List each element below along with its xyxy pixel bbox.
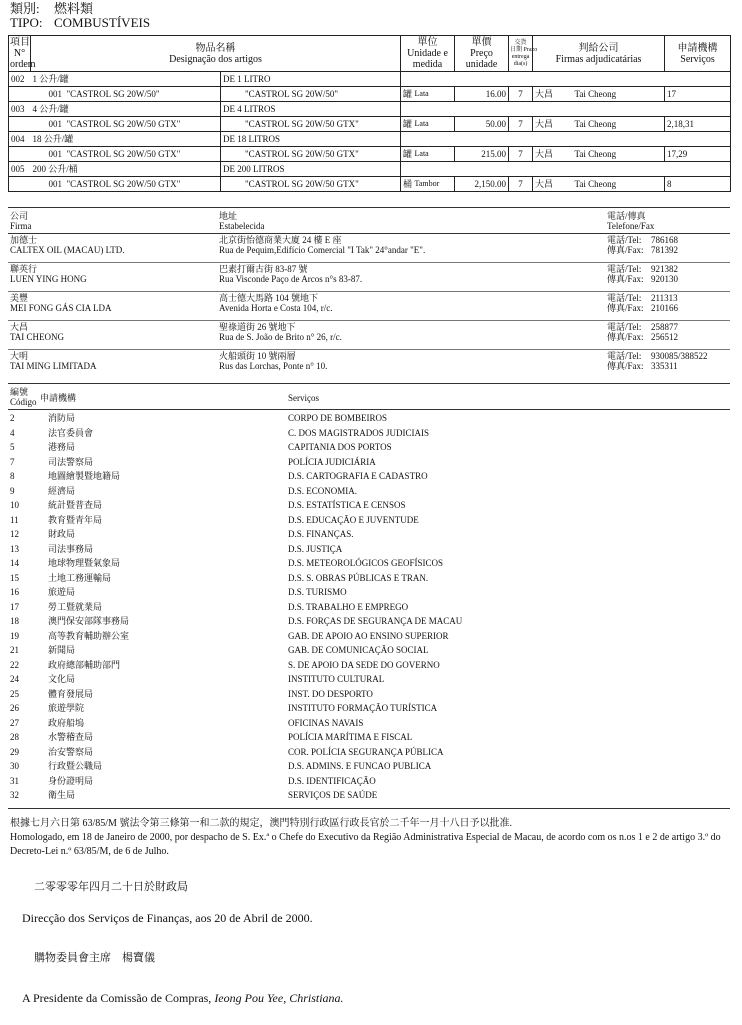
service-cn: 地圖繪製暨地籍局	[48, 471, 121, 481]
firm-cn: 大昌	[533, 87, 573, 102]
services-codes: 17	[665, 87, 731, 102]
services-pt-header: Serviços	[288, 393, 319, 403]
service-cn: 土地工務運輸局	[48, 572, 112, 583]
service-pt: CAPITANIA DOS PORTOS	[288, 442, 392, 452]
service-pt: D.S. CARTOGRAFIA E CADASTRO	[288, 471, 428, 481]
company-name-pt: TAI CHEONG	[10, 332, 65, 342]
company-name-cn: 大明	[10, 351, 29, 361]
group-pt: DE 4 LITROS	[221, 102, 401, 117]
service-cn: 政府船塢	[48, 717, 85, 728]
company-name-cn: 加德士	[10, 235, 38, 245]
firm-cn: 大昌	[533, 177, 573, 192]
product-item-row	[9, 117, 731, 132]
item-pt: "CASTROL SG 20W/50 GTX"	[221, 147, 401, 162]
service-cn: 統計暨普查局	[48, 500, 103, 510]
company-tel: 786168	[651, 235, 678, 245]
signature-pt: A Presidente da Comissão de Compras, Ieong Pou Yee, Christiana.	[22, 991, 344, 1005]
service-cn: 水警稽查局	[48, 732, 94, 742]
service-cn: 高等教育輔助辦公室	[48, 630, 130, 641]
item-cn: 001 "CASTROL SG 20W/50"	[31, 87, 221, 102]
services-header-rule	[8, 409, 730, 410]
service-cn: 衛生局	[48, 790, 76, 800]
service-code: 10	[10, 500, 19, 510]
homologation-cn: 根據七月六日第 63/85/M 號法令第三條第一和二款的規定，澳門特別行政區行政長官於二千年一月十八日予以批准.	[10, 818, 512, 829]
unit-cn: 罐	[401, 87, 413, 102]
item-cn: 001 "CASTROL SG 20W/50 GTX"	[31, 147, 221, 162]
company-row: 加德士 CALTEX OIL (MACAU) LTD. 北京街怡德商業大廈 24 樓 E 座 Rua de Pequim,Edifício Comercial "I Tak" 24°andar "E". 電話/Tel: 786168 傳真/Fax: 781392	[10, 235, 678, 255]
group-no: 002	[9, 72, 31, 87]
company-row: 大昌 TAI CHEONG 聖祿道街 26 號地下 Rua de S. João de Brito n° 26, r/c. 電話/Tel: 258877 傳真/Fax: 256512	[10, 322, 678, 342]
service-cn: 勞工暨就業局	[48, 601, 103, 612]
unit-price: 16.00	[455, 87, 509, 102]
service-code: 24	[10, 674, 19, 684]
service-code: 18	[10, 616, 19, 626]
group-no: 004	[9, 132, 31, 147]
service-cn: 文化局	[48, 674, 76, 684]
service-code: 12	[10, 529, 19, 539]
group-pt: DE 1 LITRO	[221, 72, 401, 87]
service-cn: 澳門保安部隊事務局	[48, 616, 130, 626]
service-pt: OFICINAS NAVAIS	[288, 717, 364, 728]
service-code: 2	[10, 413, 15, 423]
service-code: 29	[10, 746, 19, 757]
service-code: 27	[10, 717, 19, 728]
service-cn: 司法事務局	[48, 543, 94, 554]
service-code: 14	[10, 558, 19, 568]
product-item-row	[9, 147, 731, 162]
date-pt: Direcção dos Serviços de Finanças, aos 20 de Abril de 2000.	[22, 911, 313, 925]
company-addr-cn: 北京街怡德商業大廈 24 樓 E 座	[219, 235, 342, 245]
date-cn: 二零零零年四月二十日於財政局	[34, 881, 188, 893]
service-pt: POLÍCIA JUDICIÁRIA	[288, 456, 376, 467]
group-pt: DE 18 LITROS	[221, 132, 401, 147]
company-addr-pt: Rus das Lorchas, Ponte n° 10.	[219, 361, 328, 371]
firm-pt: Tai Cheong	[573, 177, 665, 192]
product-group-row	[9, 72, 731, 87]
service-code: 16	[10, 587, 19, 597]
delivery-days: 7	[509, 117, 533, 132]
company-tel: 258877	[651, 322, 678, 332]
service-cn: 新聞局	[48, 645, 76, 655]
col-unidade: 單位 Unidade e medida	[401, 36, 455, 72]
company-fax: 210166	[651, 303, 678, 313]
company-tel: 211313	[651, 293, 678, 303]
service-code: 17	[10, 601, 19, 612]
company-name-cn: 大昌	[10, 322, 29, 332]
service-pt: COR. POLÍCIA SEGURANÇA PÚBLICA	[288, 746, 444, 757]
service-pt: POLÍCIA MARÍTIMA E FISCAL	[288, 732, 413, 742]
item-pt: "CASTROL SG 20W/50 GTX"	[221, 177, 401, 192]
service-code: 21	[10, 645, 19, 655]
company-addr-cn: 火船頭街 10 號兩層	[219, 351, 296, 361]
item-cn: 001 "CASTROL SG 20W/50 GTX"	[31, 117, 221, 132]
group-cn: 4 公升/罐	[31, 102, 221, 117]
firm-pt: Tai Cheong	[573, 87, 665, 102]
service-pt: D.S. METEOROLÓGICOS GEOFÍSICOS	[288, 558, 444, 568]
service-cn: 旅遊局	[48, 587, 76, 597]
product-item-row	[9, 87, 731, 102]
service-pt: GAB. DE APOIO AO ENSINO SUPERIOR	[288, 630, 449, 641]
company-fax: 256512	[651, 332, 678, 342]
firm-pt: Tai Cheong	[573, 147, 665, 162]
services-top-rule	[8, 383, 730, 384]
type-label: TIPO:	[10, 15, 43, 30]
company-name-pt: LUEN YING HONG	[10, 274, 87, 284]
firm-cn: 大昌	[533, 117, 573, 132]
service-cn: 行政暨公職局	[48, 761, 103, 771]
company-row: 大明 TAI MING LIMITADA 火船頭街 10 號兩層 Rus das Lorchas, Ponte n° 10. 電話/Tel: 930085/388522 傳真/Fax: 335311	[10, 351, 708, 371]
company-divider	[8, 349, 730, 350]
service-cn: 教育暨青年局	[48, 514, 103, 525]
service-pt: D.S. TURISMO	[288, 587, 347, 597]
company-addr-pt: Rua de S. João de Brito n° 26, r/c.	[219, 332, 342, 342]
service-code: 30	[10, 761, 19, 771]
unit-price: 50.00	[455, 117, 509, 132]
service-pt: CORPO DE BOMBEIROS	[288, 413, 388, 423]
company-tel: 921382	[651, 264, 678, 274]
service-code: 31	[10, 775, 19, 786]
services-codes: 2,18,31	[665, 117, 731, 132]
company-addr-cn: 聖祿道街 26 號地下	[219, 322, 296, 332]
service-cn: 司法警察局	[48, 456, 94, 467]
service-code: 4	[10, 427, 15, 438]
companies-header-rule	[8, 233, 730, 234]
company-addr-pt: Rua Visconde Paço de Arcos n°s 83-87.	[219, 274, 363, 284]
service-pt: D.S. ESTATÍSTICA E CENSOS	[288, 500, 406, 510]
group-pt: DE 200 LITROS	[221, 162, 401, 177]
col-artigo: 物品名稱 Designação dos artigos	[31, 36, 401, 72]
product-group-row	[9, 162, 731, 177]
signature-cn: 購物委員會主席 楊寶儀	[34, 952, 155, 964]
company-name-cn: 美豐	[10, 293, 29, 303]
service-pt: D.S. JUSTIÇA	[288, 543, 343, 554]
company-fax: 920130	[651, 274, 678, 284]
service-code: 19	[10, 630, 19, 641]
product-group-row	[9, 132, 731, 147]
service-code: 13	[10, 543, 19, 554]
service-cn: 政府總部輔助部門	[48, 659, 121, 670]
company-divider	[8, 291, 730, 292]
company-row: 聯英行 LUEN YING HONG 巴素打爾古街 83-87 號 Rua Visconde Paço de Arcos n°s 83-87. 電話/Tel: 921382 傳真/Fax: 920130	[10, 264, 678, 284]
company-divider	[8, 320, 730, 321]
service-pt: INSTITUTO CULTURAL	[288, 674, 385, 684]
col-servicos: 申請機構 Serviços	[665, 36, 731, 72]
company-name-pt: TAI MING LIMITADA	[10, 361, 97, 371]
service-code: 8	[10, 471, 15, 481]
product-item-row	[9, 177, 731, 192]
category-value: 燃料類	[54, 1, 94, 16]
service-code: 11	[10, 514, 19, 525]
group-no: 005	[9, 162, 31, 177]
firm-cn: 大昌	[533, 147, 573, 162]
service-code: 28	[10, 732, 19, 742]
service-pt: D.S. FORÇAS DE SEGURANÇA DE MACAU	[288, 616, 463, 626]
service-code: 15	[10, 572, 19, 583]
unit-cn: 罐	[401, 147, 413, 162]
services-agency-header: 申請機構	[40, 393, 77, 403]
service-pt: SERVIÇOS DE SAÚDE	[288, 790, 378, 800]
service-pt: INSTITUTO FORMAÇÃO TURÍSTICA	[288, 703, 438, 713]
type-value: COMBUSTÍVEIS	[54, 15, 151, 30]
service-code: 9	[10, 485, 15, 496]
col-entrega: 交貨 日期 Prazo entrega dia(s)	[509, 36, 533, 72]
company-addr-pt: Rua de Pequim,Edifício Comercial "I Tak" 24°andar "E".	[219, 245, 426, 255]
service-code: 26	[10, 703, 19, 713]
service-cn: 治安警察局	[48, 746, 94, 757]
unit-price: 2,150.00	[455, 177, 509, 192]
service-pt: D.S. ECONOMIA.	[288, 485, 358, 496]
company-addr-cn: 高士德大馬路 104 號地下	[219, 293, 319, 303]
service-pt: D.S. EDUCAÇÃO E JUVENTUDE	[288, 514, 419, 525]
company-divider	[8, 262, 730, 263]
service-code: 32	[10, 790, 19, 800]
unit-price: 215.00	[455, 147, 509, 162]
unit-pt: Tambor	[413, 177, 455, 192]
delivery-days: 7	[509, 147, 533, 162]
service-pt: D.S. TRABALHO E EMPREGO	[288, 601, 409, 612]
company-addr-cn: 巴素打爾古街 83-87 號	[219, 264, 308, 274]
company-name-pt: CALTEX OIL (MACAU) LTD.	[10, 245, 125, 255]
firm-pt: Tai Cheong	[573, 117, 665, 132]
company-tel: 930085/388522	[651, 351, 708, 361]
services-codes: 8	[665, 177, 731, 192]
service-pt: C. DOS MAGISTRADOS JUDICIAIS	[288, 427, 430, 438]
service-pt: D.S. S. OBRAS PÚBLICAS E TRAN.	[288, 572, 429, 583]
col-preco: 單價 Preço unidade	[455, 36, 509, 72]
service-pt: GAB. DE COMUNICAÇÃO SOCIAL	[288, 645, 429, 655]
service-cn: 經濟局	[48, 485, 76, 496]
group-no: 003	[9, 102, 31, 117]
service-pt: D.S. ADMINS. E FUNCAO PUBLICA	[288, 761, 432, 771]
service-code: 5	[10, 442, 15, 452]
service-pt: INST. DO DESPORTO	[288, 688, 373, 699]
unit-pt: Lata	[413, 147, 455, 162]
service-pt: D.S. FINANÇAS.	[288, 529, 354, 539]
group-cn: 18 公升/罐	[31, 132, 221, 147]
service-code: 22	[10, 659, 19, 670]
item-pt: "CASTROL SG 20W/50 GTX"	[221, 117, 401, 132]
product-group-row	[9, 102, 731, 117]
delivery-days: 7	[509, 177, 533, 192]
service-cn: 身份證明局	[48, 775, 94, 786]
unit-pt: Lata	[413, 117, 455, 132]
company-name-cn: 聯英行	[10, 264, 38, 274]
service-pt: S. DE APOIO DA SEDE DO GOVERNO	[288, 659, 440, 670]
group-cn: 1 公升/罐	[31, 72, 221, 87]
category-label: 類別:	[10, 1, 40, 16]
service-cn: 體育發展局	[48, 688, 94, 699]
service-cn: 法官委員會	[48, 427, 94, 438]
delivery-days: 7	[509, 87, 533, 102]
unit-pt: Lata	[413, 87, 455, 102]
products-table	[8, 35, 731, 192]
service-code: 25	[10, 688, 19, 699]
company-name-pt: MEI FONG GÁS CIA LDA	[10, 303, 112, 313]
service-cn: 地球物理暨氣象局	[48, 558, 121, 568]
companies-top-rule	[8, 207, 730, 208]
homologation-pt: Homologado, em 18 de Janeiro de 2000, por despacho de S. Ex.ª o Chefe do Executivo da Região Administrativa Especial de Macau, de acordo com os n.os 1 e 2 de artigo 3.º do Decreto-Lei n.º 63/85/M, de 6 de Julho.	[10, 832, 721, 857]
col-firmas: 判給公司 Firmas adjudicatárias	[533, 36, 665, 72]
service-cn: 財政局	[48, 529, 76, 539]
service-pt: D.S. IDENTIFICAÇÃO	[288, 775, 376, 786]
services-codes: 17,29	[665, 147, 731, 162]
document-header	[10, 2, 150, 30]
col-ordem: 項目 N° ordem	[10, 37, 36, 70]
services-bottom-rule	[8, 808, 730, 809]
company-fax: 781392	[651, 245, 678, 255]
company-fax: 335311	[651, 361, 678, 371]
service-cn: 港務局	[48, 442, 76, 452]
item-cn: 001 "CASTROL SG 20W/50 GTX"	[31, 177, 221, 192]
services-code-header: 編號 Código	[10, 387, 37, 407]
group-cn: 200 公升/桶	[31, 162, 221, 177]
service-cn: 旅遊學院	[48, 703, 85, 713]
homologation-text	[10, 817, 732, 859]
item-pt: "CASTROL SG 20W/50"	[221, 87, 401, 102]
service-code: 7	[10, 456, 15, 467]
unit-cn: 罐	[401, 117, 413, 132]
company-row: 美豐 MEI FONG GÁS CIA LDA 高士德大馬路 104 號地下 Avenida Horta e Costa 104, r/c. 電話/Tel: 211313 傳真/Fax: 210166	[10, 293, 678, 313]
unit-cn: 桶	[401, 177, 413, 192]
service-cn: 消防局	[48, 413, 76, 423]
company-addr-pt: Avenida Horta e Costa 104, r/c.	[219, 303, 333, 313]
